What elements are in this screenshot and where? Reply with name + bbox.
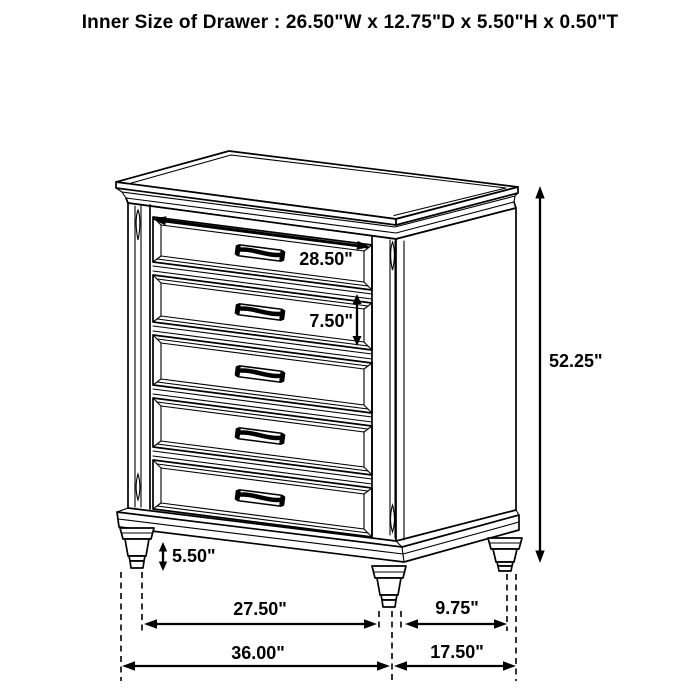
back-right-leg xyxy=(488,538,522,571)
front-right-leg xyxy=(372,566,406,607)
dimension-front-leg-span-arrow xyxy=(144,619,377,628)
dimension-drawer-height-label: 7.50" xyxy=(309,311,353,331)
dimension-overall-depth-arrow xyxy=(394,661,516,670)
diagram-title: Inner Size of Drawer : 26.50"W x 12.75"D x 5.50"H x 0.50"T xyxy=(81,12,619,33)
dimension-leg-height-arrow xyxy=(159,542,167,571)
dimension-side-leg-span-label: 9.75" xyxy=(435,598,479,618)
dimension-side-leg-span-arrow xyxy=(405,619,507,628)
dresser-side-panel xyxy=(396,208,516,541)
chamfer-detail xyxy=(136,474,140,500)
front-left-leg xyxy=(120,528,154,568)
dimension-overall-height-arrow xyxy=(535,186,544,563)
chamfer-detail xyxy=(391,505,395,532)
projection-dashed-lines xyxy=(121,572,516,681)
dimension-overall-height-label: 52.25" xyxy=(549,351,603,371)
dimension-overall-depth-label: 17.50" xyxy=(430,642,484,662)
chamfer-detail xyxy=(391,242,395,270)
dimension-leg-height-label: 5.50" xyxy=(172,546,216,566)
dimension-front-leg-span-label: 27.50" xyxy=(233,599,287,619)
dimension-overall-width-label: 36.00" xyxy=(231,643,285,663)
chamfer-detail xyxy=(136,210,140,240)
dimension-drawer-width-label: 28.50" xyxy=(299,249,353,269)
